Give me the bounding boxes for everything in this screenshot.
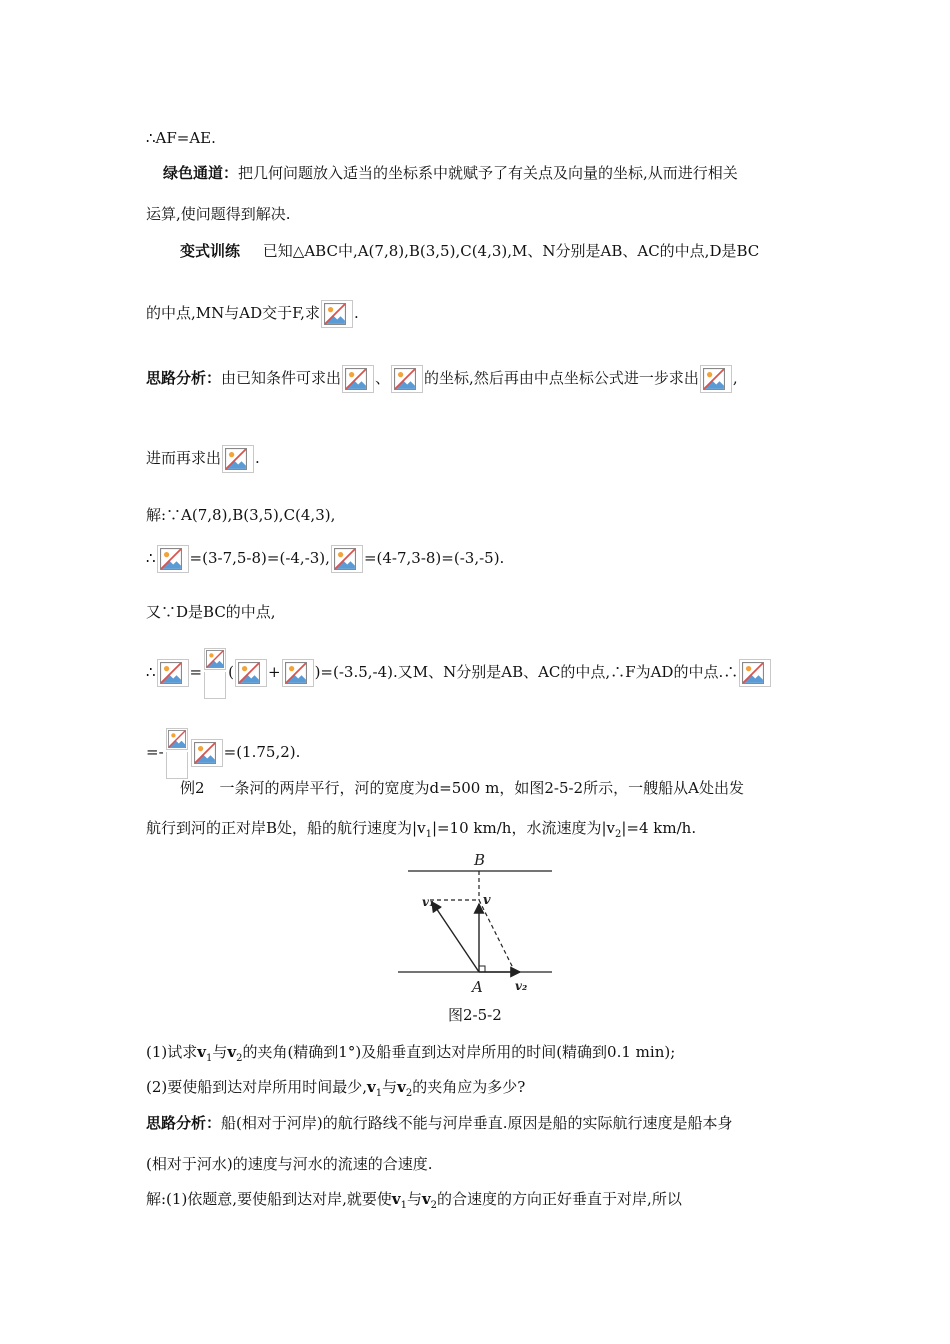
text: 与 [382,1078,398,1096]
text-line [146,602,276,622]
text: 解:∵A(7,8),B(3,5),C(4,3), [146,506,336,524]
broken-image-icon [342,365,374,393]
text: . [353,304,359,322]
text: 例2 一条河的两岸平行，河的宽度为d=500 m，如图2-5-2所示，一艘船从A处出发 [180,779,744,797]
subscript: 1 [375,1088,383,1099]
fraction-image [166,728,188,778]
text: ( [228,663,234,681]
broken-image-icon [282,659,314,687]
text: 航行到河的正对岸B处，船的航行速度为|v [146,819,426,837]
text: 解:(1)依题意,要使船到达对岸,就要使 [146,1190,392,1208]
text-line [146,648,772,698]
text: 已知△ABC中,A(7,8),B(3,5),C(4,3),M、N分别是AB、AC的中点,D是BC [262,242,760,260]
dashed-diagonal-line [479,900,515,972]
text: =(4-7,3-8)=(-3,-5). [363,549,505,567]
text-line [146,505,335,525]
label-B: B [474,851,486,869]
text: 的夹角应为多少? [412,1078,526,1096]
text-line [146,300,359,328]
text: 运算,使问题得到解决. [146,205,291,223]
text: 的合速度的方向正好垂直于对岸,所以 [437,1190,682,1208]
text: )=(-3.5,-4).又M、N分别是AB、AC的中点,∴F为AD的中点.∴ [314,663,739,681]
text: ∴AF=AE. [146,129,216,147]
text: 船(相对于河岸)的航行路线不能与河岸垂直.原因是船的实际航行速度是船本身 [221,1114,733,1132]
text: , [732,369,738,387]
vector: v [421,1190,431,1208]
green-channel-paragraph [163,163,738,183]
broken-image-icon [157,659,189,687]
text-line [146,204,291,224]
analysis-paragraph-2 [146,1113,733,1133]
text: 由已知条件可求出 [221,369,342,387]
broken-image-icon [157,545,189,573]
text: 、 [375,369,391,387]
text-line [146,545,504,573]
figure-caption [448,1005,502,1025]
label-analysis: 思路分析： [146,369,222,387]
broken-image-icon [222,445,254,473]
text: ∴ [146,663,156,681]
text-line [146,445,260,473]
broken-image-icon [235,659,267,687]
text: ∴ [146,549,156,567]
label-v: v [483,893,491,908]
subscript: 2 [405,1088,413,1099]
text: 的中点,MN与AD交于F,求 [146,304,320,322]
subscript: 2 [430,1200,438,1211]
text: =- [146,743,164,761]
label-analysis: 思路分析： [146,1114,222,1132]
text: |=4 km/h. [621,819,697,837]
text: 的夹角(精确到1°)及船垂直到达对岸所用的时间(精确到0.1 min); [242,1043,676,1061]
vector: v [367,1078,376,1096]
question-1 [146,1042,675,1069]
example-2-paragraph [180,778,744,798]
label-green-channel: 绿色通道： [163,164,239,182]
label-variant-training: 变式训练 [180,242,241,260]
vector: v [391,1190,401,1208]
broken-image-icon [700,365,732,393]
caption-text: 图2-5-2 [448,1006,502,1024]
text: 的坐标,然后再由中点坐标公式进一步求出 [424,369,699,387]
text: 进而再求出 [146,449,222,467]
vector: v [397,1078,406,1096]
subscript: 1 [400,1200,407,1211]
text: 又∵D是BC的中点, [146,603,276,621]
question-2 [146,1077,525,1104]
text: (1)试求 [146,1043,198,1061]
text: (2)要使船到达对岸所用时间最少, [146,1078,368,1096]
broken-image-icon [739,659,771,687]
subscript: 2 [614,829,622,840]
subscript: 1 [425,829,432,840]
subscript: 2 [236,1053,243,1064]
vector: v [227,1043,237,1061]
text-line [146,728,300,778]
variant-training-paragraph [180,241,759,261]
right-angle-mark [479,966,485,972]
text: = [189,663,203,681]
text: |=10 km/h，水流速度为|v [431,819,615,837]
text: (相对于河水)的速度与河水的流速的合速度. [146,1155,433,1173]
broken-image-icon [331,545,363,573]
text-line [146,1154,432,1174]
text: + [267,663,281,681]
figure-river-diagram [390,848,560,998]
text-line [146,128,216,148]
label-A: A [472,978,483,996]
vector: v [197,1043,206,1061]
v1-arrow [432,902,479,972]
label-v2: v₂ [515,979,528,993]
text: 把几何问题放入适当的坐标系中就赋予了有关点及向量的坐标,从而进行相关 [238,164,738,182]
subscript: 1 [205,1053,213,1064]
text: 与 [212,1043,228,1061]
text: . [255,449,260,467]
fraction-image [204,648,226,698]
text-line [146,818,696,845]
broken-image-icon [191,739,223,767]
text: 与 [406,1190,422,1208]
broken-image-icon [321,300,353,328]
text: =(3-7,5-8)=(-4,-3), [189,549,330,567]
solution-line [146,1189,682,1216]
analysis-paragraph [146,365,738,393]
label-v1: v₁ [422,895,435,909]
broken-image-icon [391,365,423,393]
text: =(1.75,2). [223,743,301,761]
